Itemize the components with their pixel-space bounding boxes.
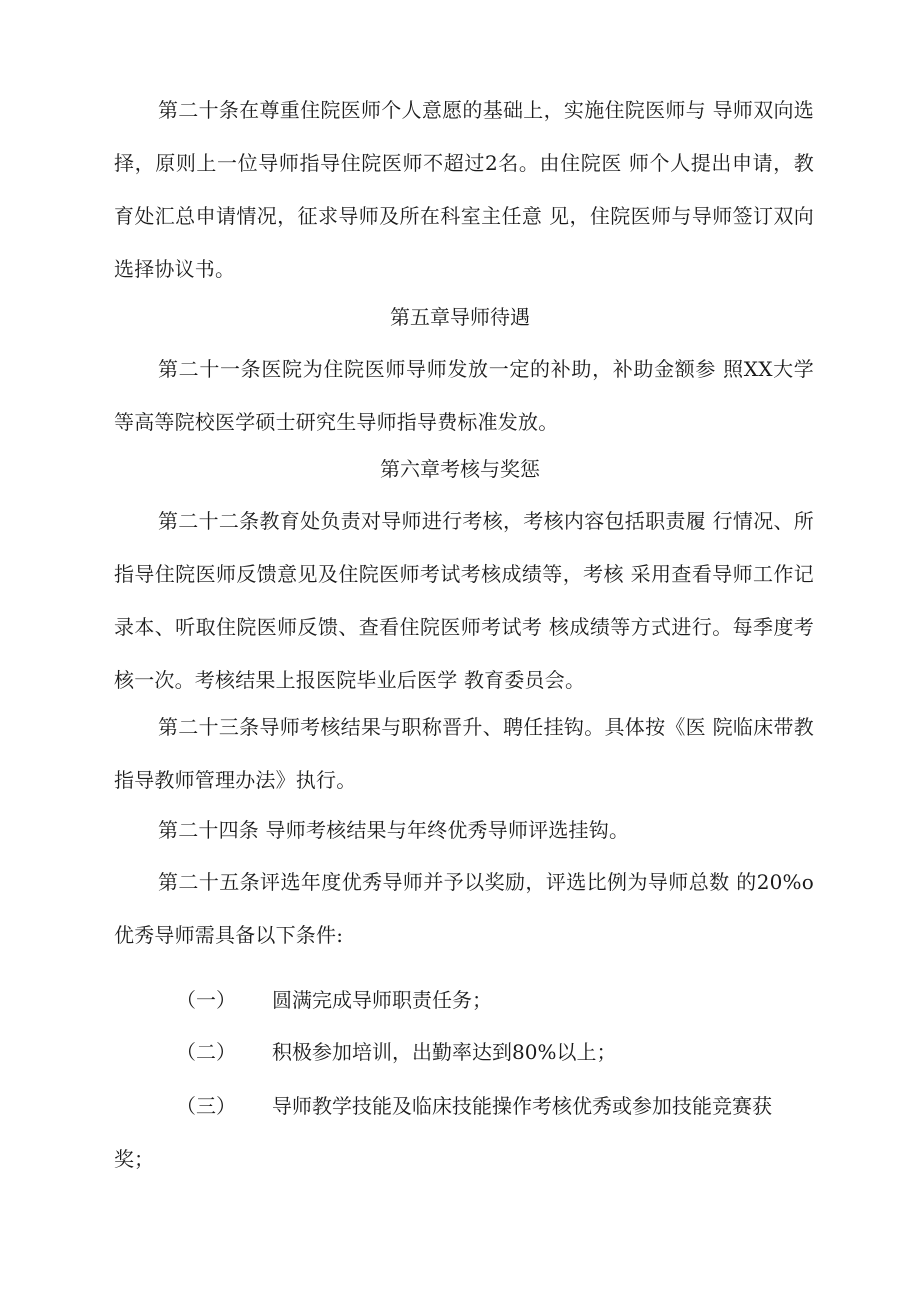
chapter-6-heading: 第六章考核与奖惩 bbox=[380, 457, 540, 481]
condition-number: （二） bbox=[176, 1040, 236, 1064]
condition-text: 积极参加培训，出勤率达到80%以上； bbox=[272, 1040, 617, 1064]
article-24: 第二十四条 导师考核结果与年终优秀导师评选挂钩。 bbox=[158, 818, 630, 842]
chapter-5-heading: 第五章导师待遇 bbox=[390, 305, 530, 329]
condition-item bbox=[114, 1026, 814, 1079]
condition-text: 导师教学技能及临床技能操作考核优秀或参加技能竞赛获 bbox=[272, 1094, 772, 1118]
article-25: 第二十五条评选年度优秀导师并予以奖励，评选比例为导师总数 的20%o优秀导师需具备以下条件: bbox=[114, 870, 814, 947]
condition-item bbox=[114, 974, 814, 1027]
condition-continuation: 奖； bbox=[114, 1147, 154, 1171]
article-23: 第二十三条导师考核结果与职称晋升、聘任挂钩。具体按《医 院临床带教指导教师管理办法》执行。 bbox=[114, 715, 814, 792]
condition-number: （一） bbox=[176, 988, 236, 1012]
condition-item bbox=[114, 1080, 814, 1133]
condition-number: （三） bbox=[176, 1094, 236, 1118]
article-21: 第二十一条医院为住院医师导师发放一定的补助，补助金额参 照XX大学等高等院校医学硕士研究生导师指导费标准发放。 bbox=[114, 357, 814, 434]
condition-text: 圆满完成导师职责任务； bbox=[272, 988, 492, 1012]
article-20: 第二十条在尊重住院医师个人意愿的基础上，实施住院医师与 导师双向选择，原则上一位导师指导住院医师不超过2名。由住院医 师个人提出申请，教育处汇总申请情况，征求导师及所在科室主任意 见，住院医师与导师签订双向选择协议书。 bbox=[114, 98, 814, 281]
article-22: 第二十二条教育处负责对导师进行考核，考核内容包括职责履 行情况、所指导住院医师反馈意见及住院医师考试考核成绩等，考核 采用查看导师工作记录本、听取住院医师反馈、查看住院医师考试考 核成绩等方式进行。每季度考核一次。考核结果上报医院毕业后医学 教育委员会。 bbox=[114, 509, 814, 692]
